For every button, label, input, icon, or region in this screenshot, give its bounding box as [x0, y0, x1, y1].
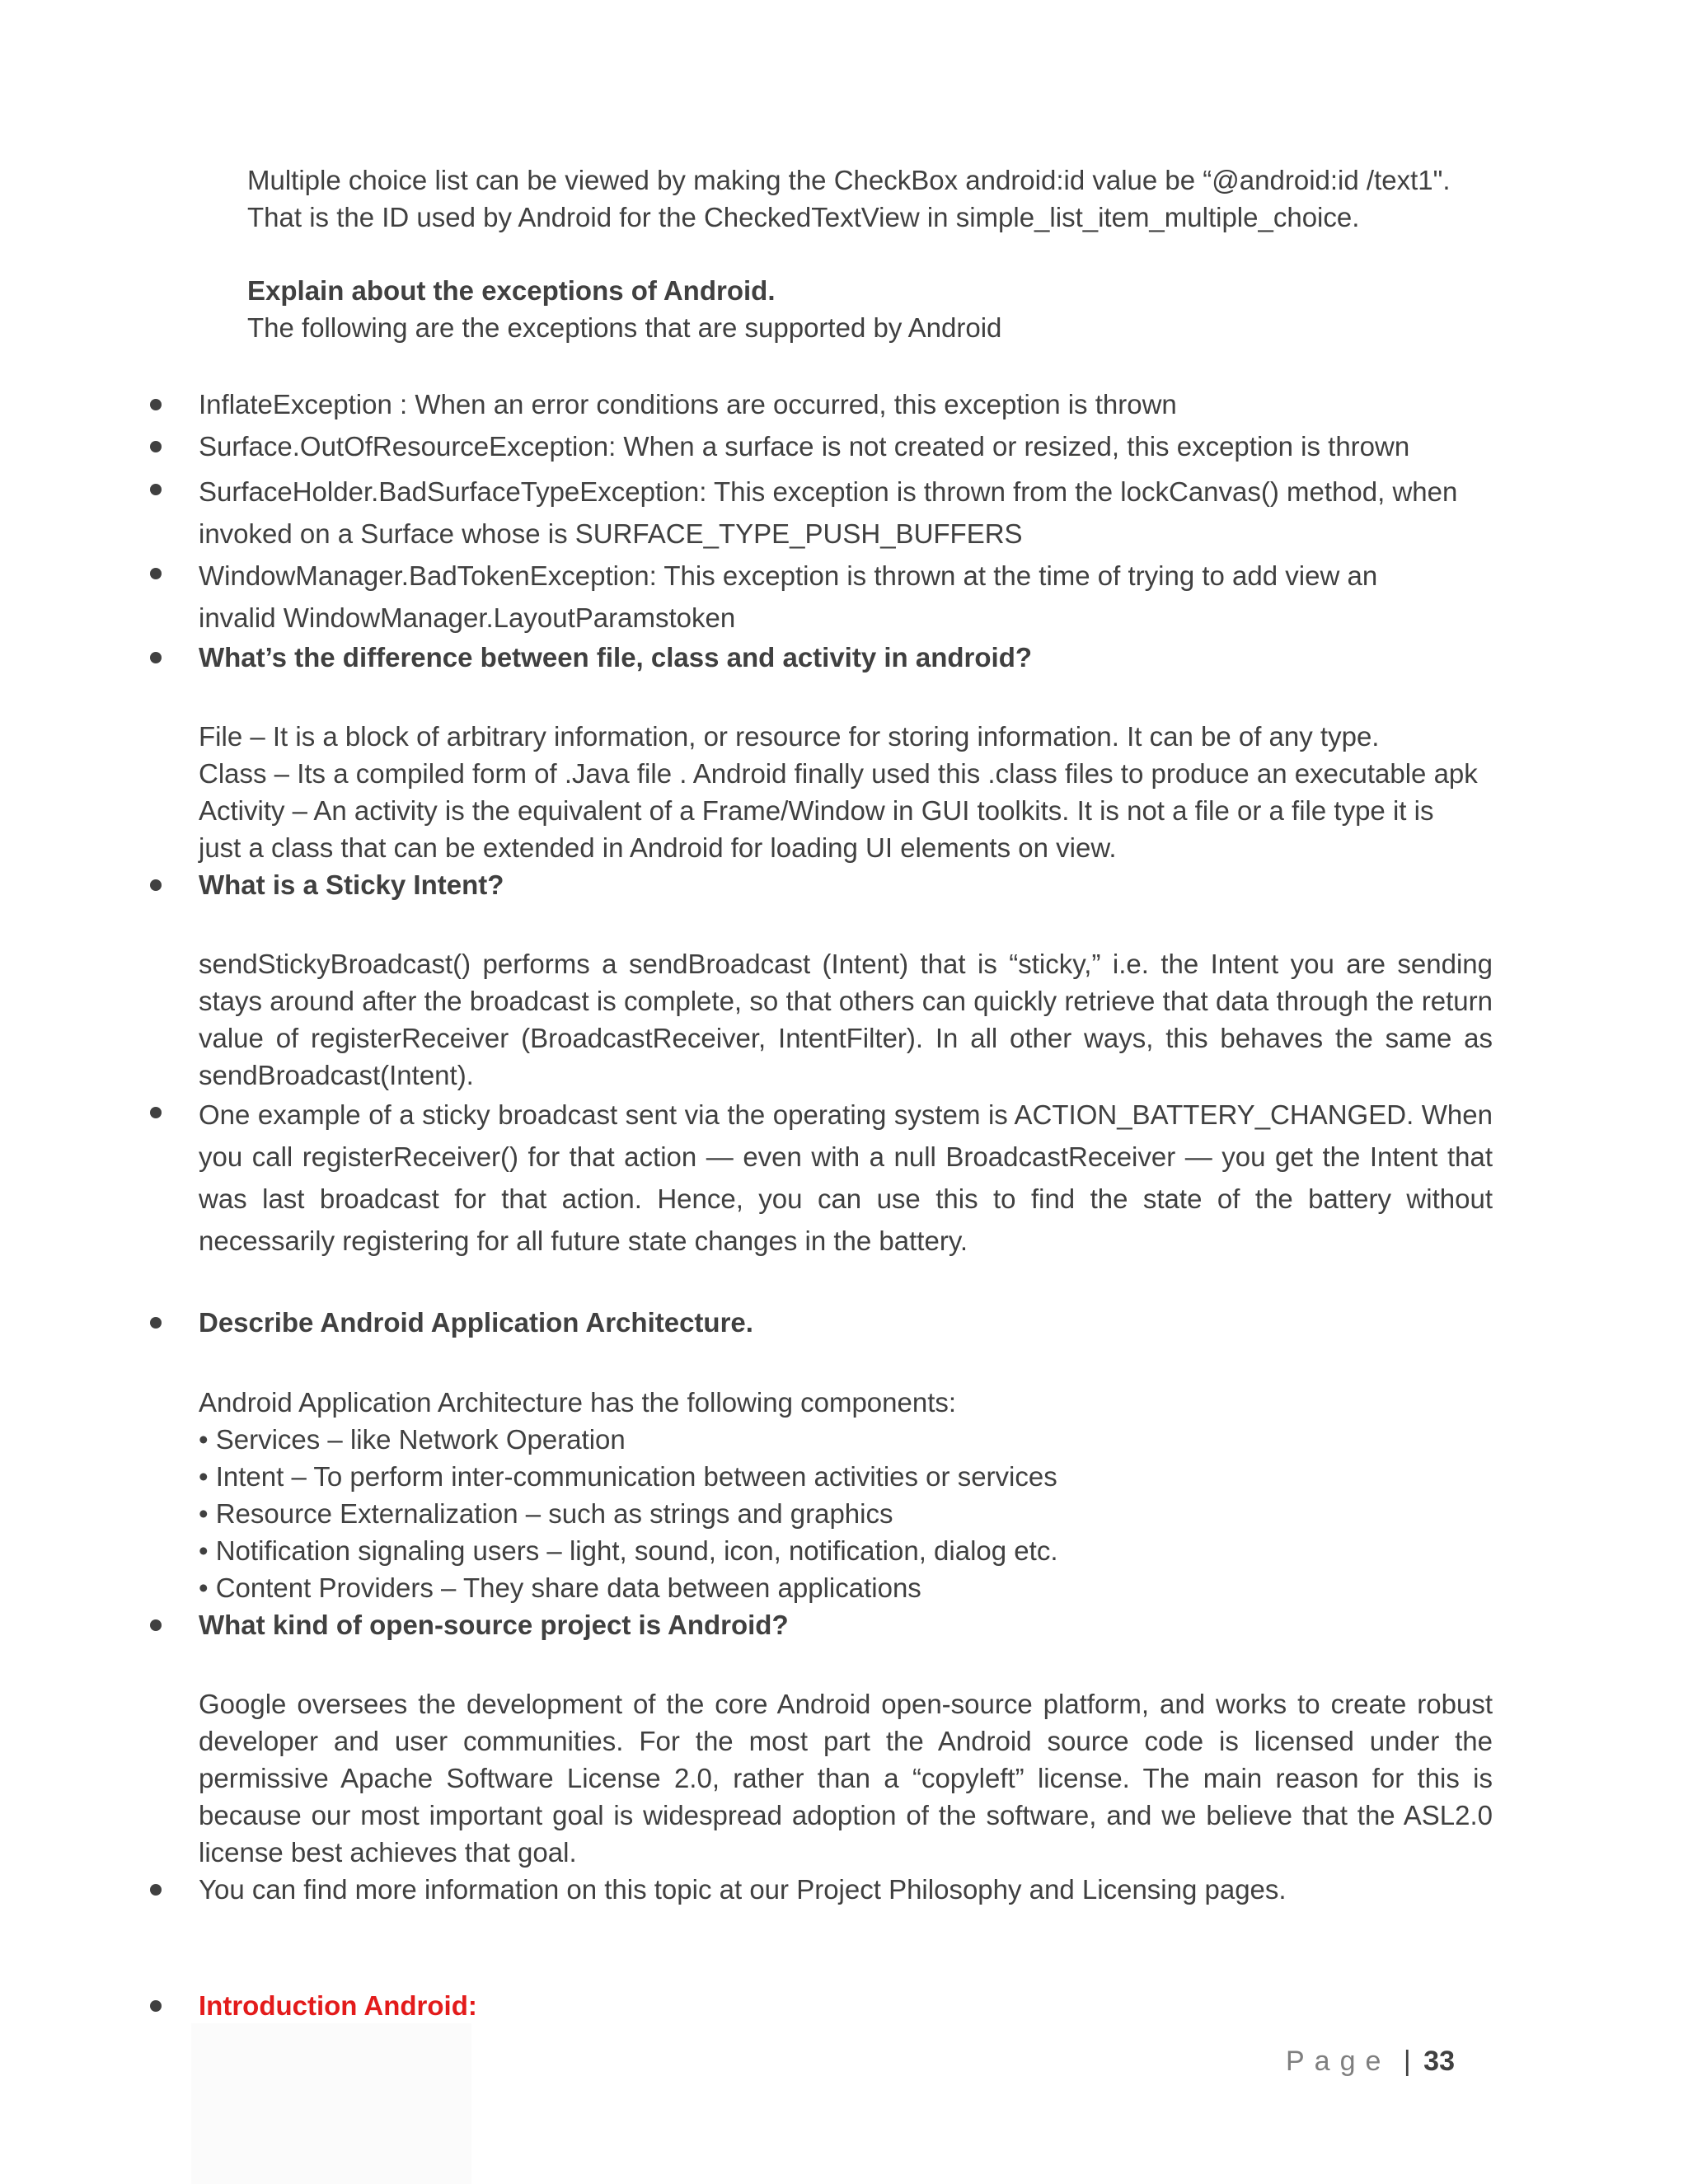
question-heading: Describe Android Application Architecture.	[199, 1307, 753, 1338]
exceptions-heading: Explain about the exceptions of Android.	[247, 275, 776, 306]
bullet-icon	[150, 2000, 162, 2012]
bullet-icon	[150, 441, 162, 452]
intro-paragraph	[247, 162, 1451, 236]
component-item: • Services – like Network Operation	[199, 1424, 626, 1455]
question-heading: What kind of open-source project is Android?	[199, 1610, 789, 1640]
bullet-icon	[150, 1619, 162, 1631]
list-item: One example of a sticky broadcast sent via the operating system is ACTION_BATTERY_CHANGED. When you call registerReceiver() for that action — even with a null BroadcastReceiver — you get the Intent that was last broadcast for that action. Hence, you can use this to find the state of the battery without necessarily registering for all future state changes in the battery.	[199, 1099, 1493, 1256]
answer-paragraph: Google oversees the development of the core Android open-source platform, and works to create robust developer and user communities. For the most part the Android source code is licensed under the permissive Apache Software License 2.0, rather than a “copyleft” license. The main reason for this is because our most important goal is widespread adoption of the software, and we believe that the ASL2.0 license best achieves that goal.	[199, 1689, 1493, 1868]
faint-shaded-area	[191, 2023, 471, 2184]
component-item: • Content Providers – They share data between applications	[199, 1572, 921, 1603]
list-item	[199, 555, 1377, 639]
bullet-icon	[150, 879, 162, 891]
question-heading: What’s the difference between file, class and activity in android?	[199, 642, 1033, 673]
bullet-icon	[150, 1884, 162, 1896]
page-footer	[1286, 2042, 1455, 2080]
bullet-icon	[150, 652, 162, 663]
answer-paragraph: sendStickyBroadcast() performs a sendBroadcast (Intent) that is “sticky,” i.e. the Intent you are sending stays around after the broadcast is complete, so that others can quickly retrieve that data through the return value of registerReceiver (BroadcastReceiver, IntentFilter). In all other ways, this behaves the same as sendBroadcast(Intent).	[199, 949, 1493, 1090]
bullet-icon	[150, 484, 162, 495]
page-label: Page	[1286, 2046, 1391, 2077]
list-item: InflateException : When an error conditions are occurred, this exception is thrown	[199, 389, 1177, 419]
page-number: 33	[1423, 2046, 1455, 2077]
list-item: Surface.OutOfResourceException: When a surface is not created or resized, this exception is thrown	[199, 431, 1410, 462]
list-item: You can find more information on this topic at our Project Philosophy and Licensing pages.	[199, 1874, 1287, 1905]
list-item	[199, 471, 1457, 555]
page-separator: |	[1403, 2046, 1411, 2077]
section-heading-introduction: Introduction Android:	[199, 1990, 477, 2021]
answer-line: Class – Its a compiled form of .Java file . Android finally used this .class files to produce an executable apk	[199, 758, 1478, 789]
component-item: • Notification signaling users – light, sound, icon, notification, dialog etc.	[199, 1535, 1058, 1566]
answer-line: just a class that can be extended in Android for loading UI elements on view.	[199, 832, 1117, 863]
component-item: • Resource Externalization – such as strings and graphics	[199, 1498, 893, 1529]
bullet-icon	[150, 399, 162, 410]
answer-paragraph	[199, 718, 1478, 866]
component-item: • Intent – To perform inter-communication between activities or services	[199, 1461, 1057, 1492]
question-heading: What is a Sticky Intent?	[199, 869, 504, 900]
intro-line: That is the ID used by Android for the CheckedTextView in simple_list_item_multiple_choice.	[247, 202, 1360, 232]
bullet-icon	[150, 1107, 162, 1118]
bullet-icon	[150, 568, 162, 579]
exceptions-subheading: The following are the exceptions that are supported by Android	[247, 312, 1002, 343]
intro-line: Multiple choice list can be viewed by making the CheckBox android:id value be “@android:id /text1".	[247, 165, 1451, 195]
list-item-line: WindowManager.BadTokenException: This exception is thrown at the time of trying to add view an	[199, 560, 1378, 591]
answer-line: Android Application Architecture has the following components:	[199, 1387, 957, 1418]
list-item-line: invalid WindowManager.LayoutParamstoken	[199, 602, 736, 633]
bullet-icon	[150, 1317, 162, 1329]
exceptions-section-header	[247, 272, 1001, 346]
answer-line: Activity – An activity is the equivalent of a Frame/Window in GUI toolkits. It is not a file or a file type it is	[199, 795, 1434, 826]
answer-paragraph	[199, 1384, 1057, 1606]
list-item-line: invoked on a Surface whose is SURFACE_TYPE_PUSH_BUFFERS	[199, 518, 1023, 549]
list-item-line: SurfaceHolder.BadSurfaceTypeException: This exception is thrown from the lockCanvas() method, when	[199, 476, 1458, 507]
answer-line: File – It is a block of arbitrary information, or resource for storing information. It can be of any type.	[199, 721, 1380, 752]
